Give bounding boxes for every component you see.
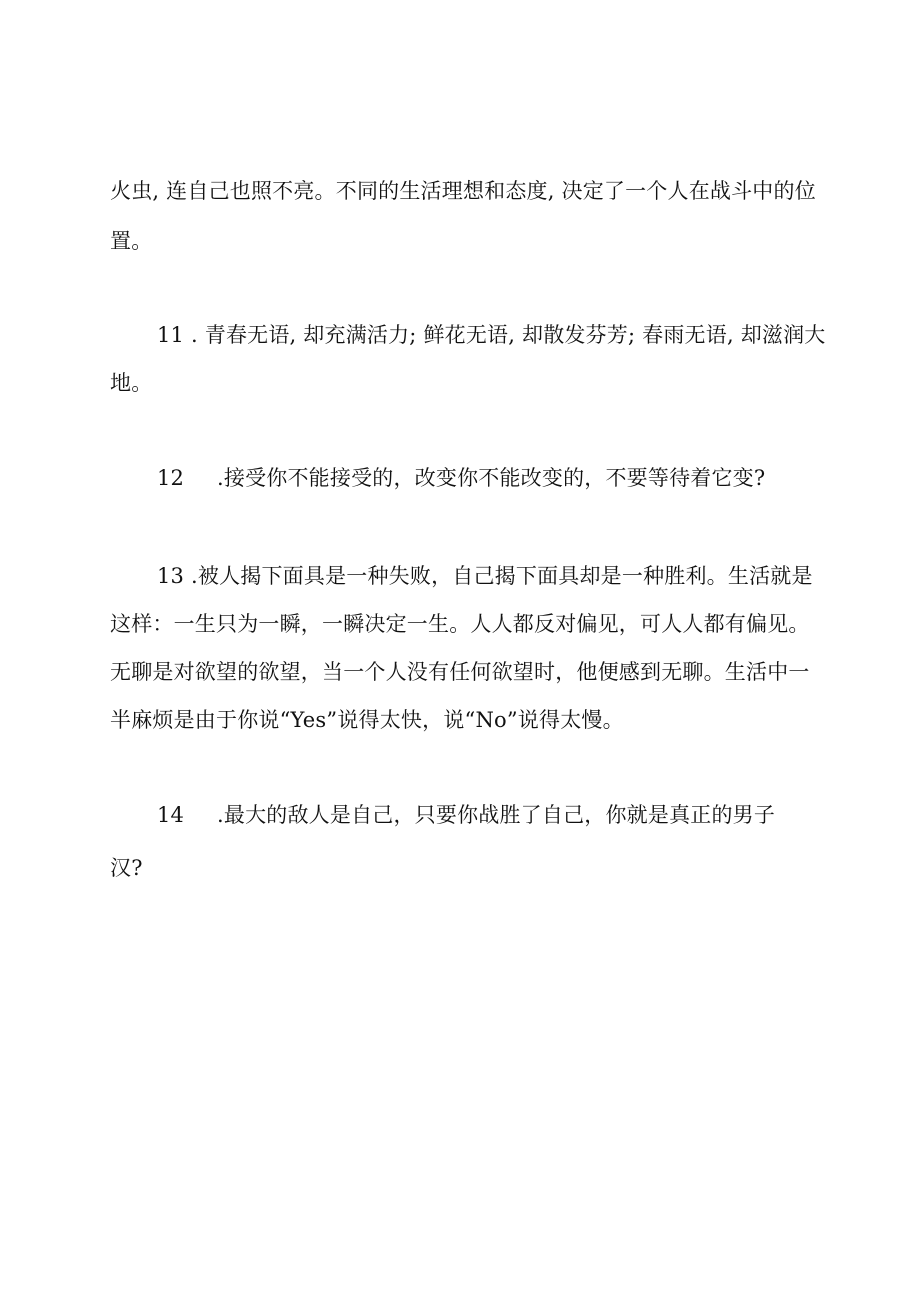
para11-number: 11 (157, 323, 185, 347)
para14-text: .最大的敌人是自己，只要你战胜了自己，你就是真正的男子 (217, 803, 776, 827)
para10-line2: 置。 (110, 229, 153, 253)
para12-number: 12 (157, 466, 185, 490)
para10-line1: 火虫, 连自己也照不亮。不同的生活理想和态度, 决定了一个人在战斗中的位 (110, 179, 816, 203)
para14-line2: 汉? (110, 856, 143, 880)
para13-number: 13 (157, 564, 185, 588)
para13-line4: 半麻烦是由于你说“Yes”说得太快，说“No”说得太慢。 (110, 708, 624, 732)
para11-line1 (157, 320, 877, 350)
para11-line2: 地。 (110, 371, 153, 395)
para14-line1 (157, 800, 877, 830)
para13-line3: 无聊是对欲望的欲望，当一个人没有任何欲望时，他便感到无聊。生活中一 (110, 660, 810, 684)
para12-text: .接受你不能接受的，改变你不能改变的，不要等待着它变? (217, 466, 766, 490)
para14-number: 14 (157, 803, 185, 827)
para13-text: .被人揭下面具是一种失败，自己揭下面具却是一种胜利。生活就是 (184, 564, 813, 588)
para13-line1 (157, 561, 877, 591)
para12-line1 (157, 463, 877, 493)
para11-text: . 青春无语, 却充满活力; 鲜花无语, 却散发芬芳; 春雨无语, 却滋润大 (184, 323, 826, 347)
para13-line2: 这样：一生只为一瞬，一瞬决定一生。人人都反对偏见，可人人都有偏见。 (110, 612, 810, 636)
